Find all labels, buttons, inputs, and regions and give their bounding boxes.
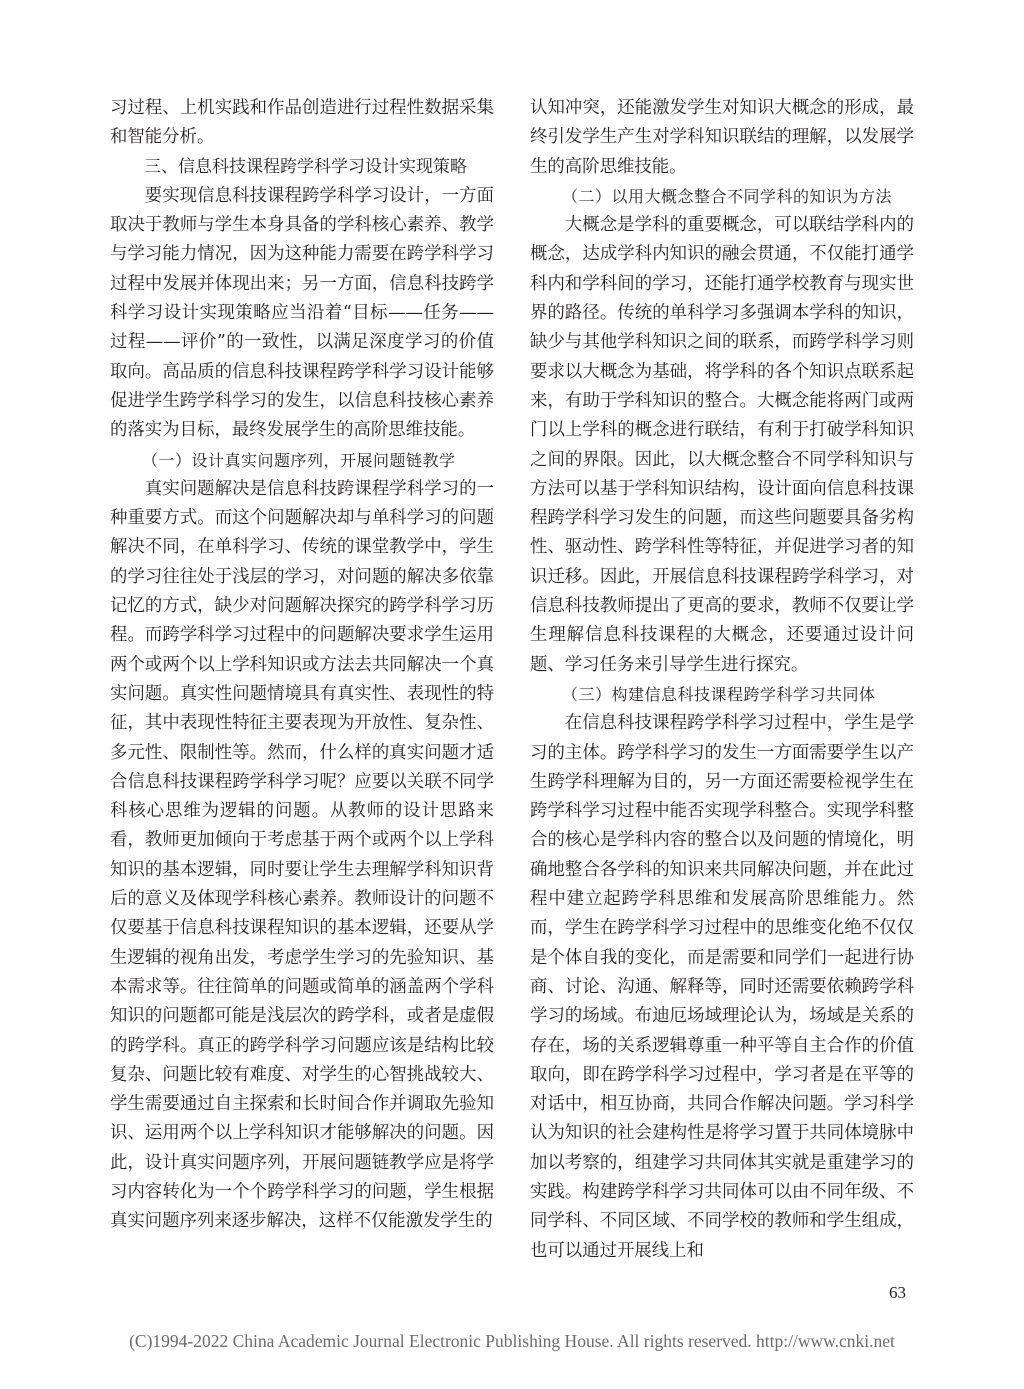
subheading-1: （一）设计真实问题序列，开展问题链教学 xyxy=(142,450,456,470)
right-column xyxy=(530,94,914,1266)
page-number: 63 xyxy=(889,1283,906,1302)
paragraph-3: 在信息科技课程跨学科学习过程中，学生是学习的主体。跨学科学习的发生一方面需要学生以产生跨学科理解为目的，另一方面还需要检视学生在跨学科学习过程中能否实现学科整合。实现学科整合的核心是学科内容的整合以及问题的情境化，明确地整合各学科的知识来共同解决问题，并在此过程中建立起跨学科思维和发展高阶思维能力。然而，学生在跨学科学习过程中的思维变化绝不仅仅是个体自我的变化，而是需要和同学们一起进行协商、讨论、沟通、解释等，同时还需要依赖跨学科学习的场域。布迪厄场域理论认为，场域是关系的存在，场的关系逻辑尊重一种平等自主合作的价值取向，即在跨学科学习过程中，学习者是在平等的对话中，相互协商，共同合作解决问题。学习科学认为知识的社会建构性是将学习置于共同体境脉中加以考察的，组建学习共同体其实就是重建学习的实践。构建跨学科学习共同体可以由不同年级、不同学科、不同区域、不同学校的教师和学生组成，也可以通过开展线上和 xyxy=(530,713,914,1261)
continuation-text: 习过程、上机实践和作品创造进行过程性数据采集和智能分析。 xyxy=(110,98,494,148)
left-column xyxy=(110,94,494,1237)
subheading-3: （三）构建信息科技课程跨学科学习共同体 xyxy=(562,684,876,704)
subheading-2: （二）以用大概念整合不同学科的知识为方法 xyxy=(562,186,893,206)
section-heading: 三、信息科技课程跨学科学习设计实现策略 xyxy=(144,156,467,177)
copyright-footer: (C)1994-2022 China Academic Journal Electronic Publishing House. All rights reserved. http://www.cnki.net xyxy=(129,1331,895,1351)
intro-paragraph: 要实现信息科技课程跨学科学习设计，一方面取决于教师与学生本身具备的学科核心素养、教学与学习能力情况，因为这种能力需要在跨学科学习过程中发展并体现出来；另一方面，信息科技跨学科学习设计实现策略应当沿着“目标——任务——过程——评价”的一致性，以满足深度学习的价值取向。高品质的信息科技课程跨学科学习设计能够促进学生跨学科学习的发生，以信息科技核心素养的落实为目标，最终发展学生的高阶思维技能。 xyxy=(110,185,494,441)
continuation-text: 认知冲突，还能激发学生对知识大概念的形成，最终引发学生产生对学科知识联结的理解，以发展学生的高阶思维技能。 xyxy=(530,98,914,177)
paragraph-2: 大概念是学科的重要概念，可以联结学科内的概念，达成学科内知识的融会贯通，不仅能打通学科内和学科间的学习，还能打通学校教育与现实世界的路径。传统的单科学习多强调本学科的知识，缺少与其他学科知识之间的联系，而跨学科学习则要求以大概念为基础，将学科的各个知识点联系起来，有助于学科知识的整合。大概念能将两门或两门以上学科的概念进行联结，有利于打破学科知识之间的界限。因此，以大概念整合不同学科知识与方法可以基于学科知识结构，设计面向信息科技课程跨学科学习发生的问题，而这些问题要具备劣构性、驱动性、跨学科性等特征，并促进学习者的知识迁移。因此，开展信息科技课程跨学科学习，对信息科技教师提出了更高的要求，教师不仅要让学生理解信息科技课程的大概念，还要通过设计问题、学习任务来引导学生进行探究。 xyxy=(530,215,914,675)
paragraph-1: 真实问题解决是信息科技跨课程学科学习的一种重要方式。而这个问题解决却与单科学习的问题解决不同，在单科学习、传统的课堂教学中，学生的学习往往处于浅层的学习，对问题的解决多依靠记忆的方式，缺少对问题解决探究的跨学科学习历程。而跨学科学习过程中的问题解决要求学生运用两个或两个以上学科知识或方法去共同解决一个真实问题。真实性问题情境具有真实性、表现性的特征，其中表现性特征主要表现为开放性、复杂性、多元性、限制性等。然而，什么样的真实问题才适合信息科技课程跨学科学习呢？应要以关联不同学科核心思维为逻辑的问题。从教师的设计思路来看，教师更加倾向于考虑基于两个或两个以上学科知识的基本逻辑，同时要让学生去理解学科知识背后的意义及体现学科核心素养。教师设计的问题不仅要基于信息科技课程知识的基本逻辑，还要从学生逻辑的视角出发，考虑学生学习的先验知识、基本需求等。往往简单的问题或简单的涵盖两个学科知识的问题都可能是浅层次的跨学科，或者是虚假的跨学科。真正的跨学科学习问题应该是结构比较复杂、问题比较有难度、对学生的心智挑战较大、学生需要通过自主探索和长时间合作并调取先验知识、运用两个以上学科知识才能够解决的问题。因此，设计真实问题序列，开展问题链教学应是将学习内容转化为一个个跨学科学习的问题，学生根据真实问题序列来逐步解决，这样不仅能激发学生的 xyxy=(110,478,494,1232)
